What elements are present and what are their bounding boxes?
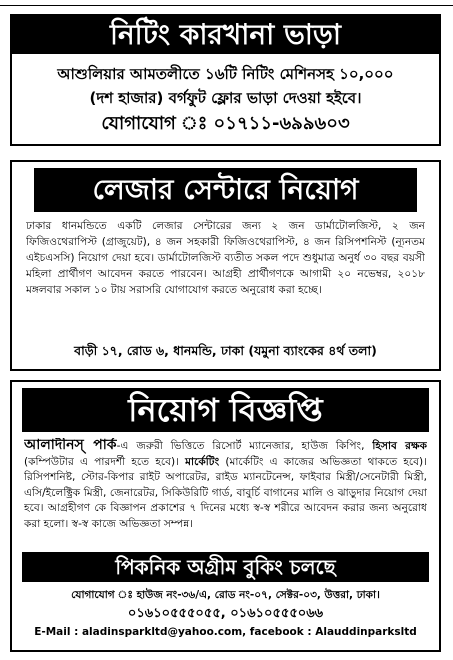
top-edge-rule [0, 0, 453, 6]
knitting-ad-contact: যোগাযোগ ঃ ০১৭১১-৬৯৯৬০৩ [101, 113, 350, 134]
picnic-booking-banner: পিকনিক অগ্রীম বুকিং চলছে [22, 552, 429, 582]
knitting-factory-ad [10, 14, 441, 146]
aladins-park-recruitment-ad [10, 380, 441, 652]
laser-center-ad [10, 160, 441, 371]
knitting-ad-line-1: আশুলিয়ার আমতলীতে ১৬টি নিটিং মেশিনসহ ১০,০০০ [57, 65, 394, 83]
recruitment-contact-phones: ০১৬১০৫৫৫০৫৫, ০১৬১০৫৫৫০৬৬ [127, 606, 324, 621]
company-name: আলাদীনস্ পার্ক [24, 438, 117, 453]
laser-ad-address: বাড়ী ১৭, রোড ৬, ধানমন্ডি, ঢাকা (যমুনা ব্যাংকের ৪র্থ তলা) [74, 343, 377, 358]
recruitment-text-part-2: (কম্পিউটার এ পারদর্শী হতে হবে)। [24, 455, 186, 468]
laser-ad-body: ঢাকার ধানমন্ডিতে একটি লেজার সেন্টারের জন্য ২ জন ডার্মাটোলজিস্ট, ২ জন ফিজিওথেরাপিস্ট (গ্রাজুয়েট), ৪ জন সহকারী ফিজিওথেরাপিস্ট, ৪ জন রিসিপশনিস্ট (ন্যূনতম এইচএসসি) নিয়োগ দেয়া হবে। ডার্মাটোলজিস্ট ব্যতীত সকল পদে শুধুমাত্র অনুর্ধ ৩০ বছর বয়সী মহিলা প্রার্থীগণ আবেদন করতে পারবেন। আগ্রহী প্রার্থীগণকে আগামী ২০ নভেম্বর, ২০১৮ মঙ্গলবার সকাল ১০ টায় সরাসরি যোগাযোগ করতে অনুরোধ করা হচ্ছে। [26, 220, 425, 296]
laser-ad-headline: লেজার সেন্টারে নিয়োগ [34, 168, 417, 212]
recruitment-ad-body [24, 438, 427, 546]
recruitment-contact-address: যোগাযোগ ঃ হাউজ নং-৩৬/এ, রোড নং-০৭, সেক্টর-০৩, উত্তরা, ঢাকা। [71, 589, 380, 601]
recruitment-ad-headline: নিয়োগ বিজ্ঞপ্তি [22, 388, 429, 432]
marketing-position: মার্কেটিং [185, 455, 220, 468]
knitting-ad-line-2: (দশ হাজার) বর্গফুট ফ্লোর ভাড়া দেওয়া হইবে। [89, 89, 362, 107]
recruitment-email-facebook: E-Mail : aladinsparkltd@yahoo.com, facebook : Alauddinparksltd [34, 626, 417, 638]
recruitment-text-part-1: -এ জরুরী ভিত্তিতে রিসোর্ট ম্যানেজার, হাউজ কিপিং, [116, 440, 373, 452]
recruitment-text-part-3: (মার্কেটিং এ কাজের অভিজ্ঞতা থাকতে হবে)। রিসিপশনিষ্ট, স্টোর-কিপার রাইট অপারেটর, রাইড ম্যানটেনেন্স, ফাইবার মিস্ত্রী/সেনেটারী মিস্ত্রী, এসি/ইলেক্ট্রিক মিস্ত্রী, জেনারেটর, সিকিউরিটি গার্ড, বাবুর্চি বাগানের মালি ও ঝাড়ুদার নিয়োগ দেয়া হবে। আগ্রহীগণ কে বিজ্ঞাপন প্রকাশের ৭ দিনের মধ্যে স্ব-স্ব শরীরে আবেদন করার জন্য অনুরোধ করা হলো। স্ব-স্ব কাজে অভিজ্ঞতা সম্পন্ন। [24, 455, 427, 530]
knitting-ad-headline: নিটিং কারখানা ভাড়া [12, 16, 439, 54]
accounts-position: হিসাব রক্ষক [372, 440, 427, 452]
